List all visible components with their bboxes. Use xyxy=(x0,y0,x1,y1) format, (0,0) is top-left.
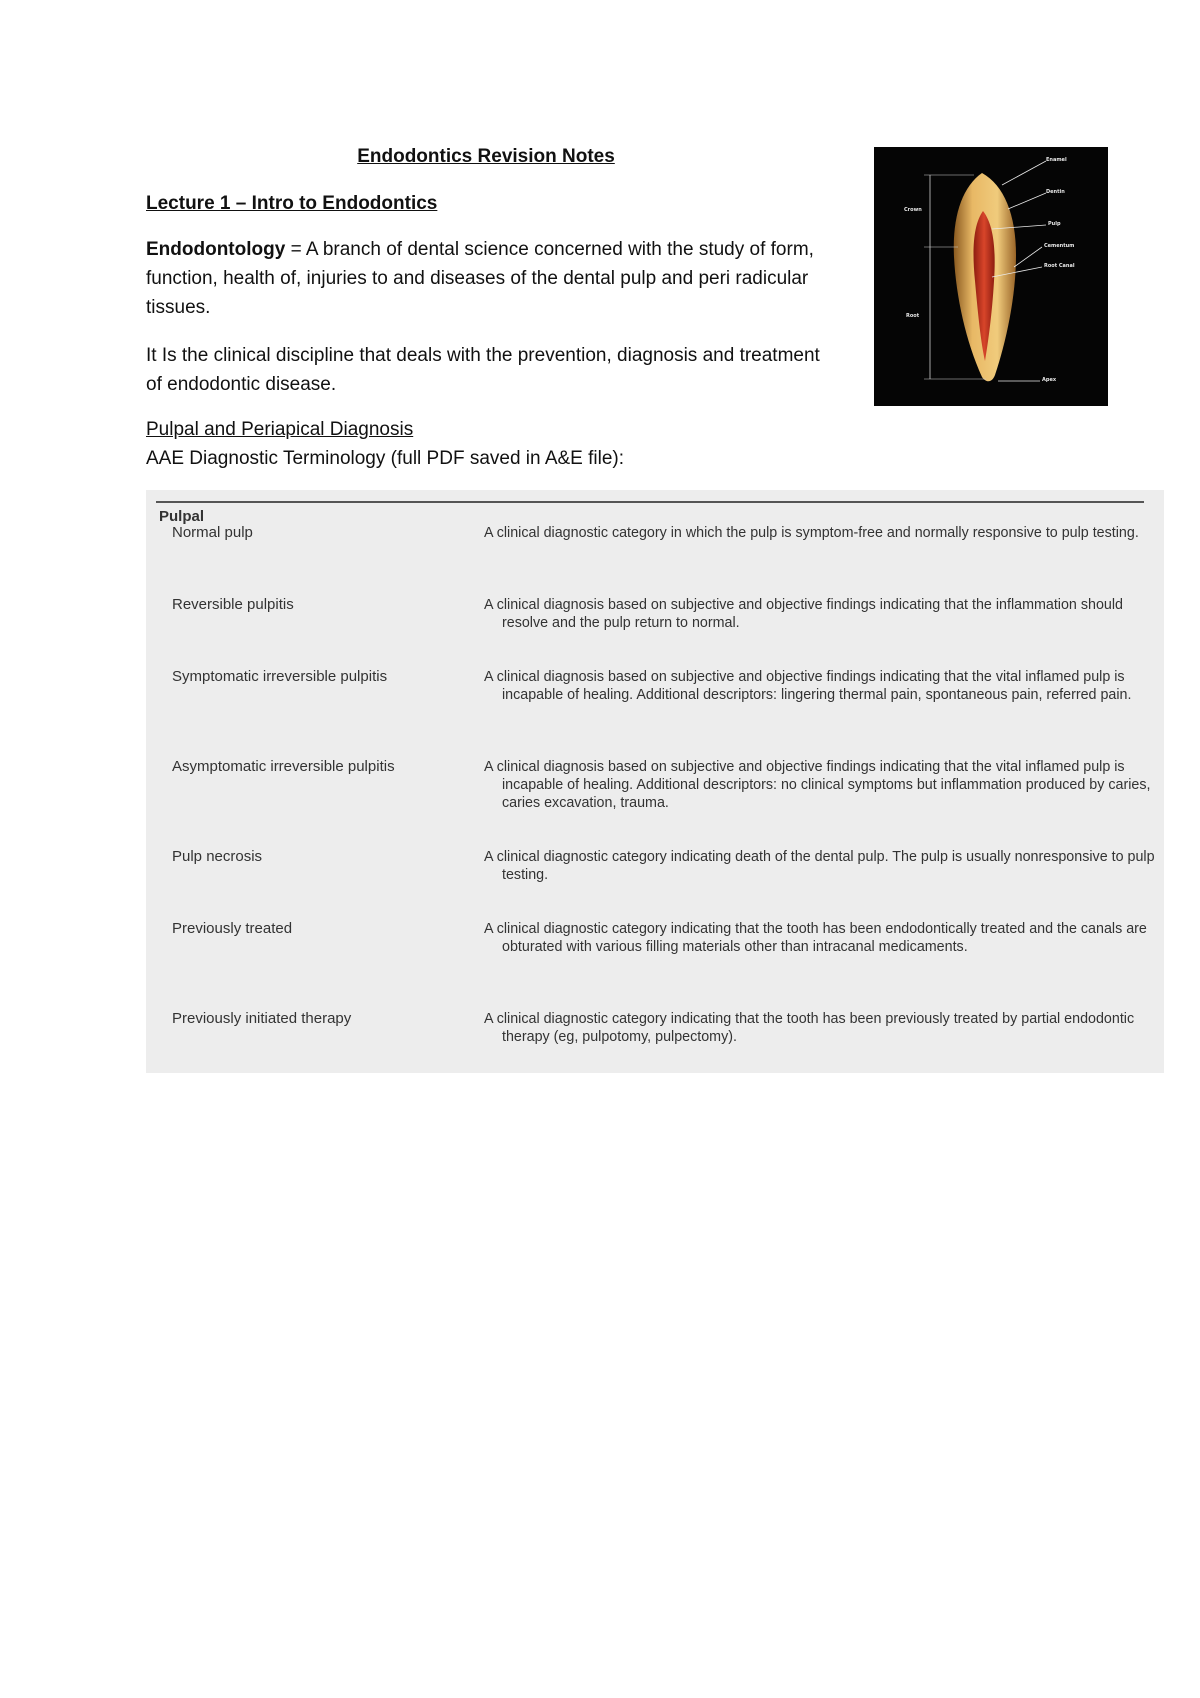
term-definition: A clinical diagnosis based on subjective and objective findings indicating that the inflammation should resolve and the pulp return to normal. xyxy=(484,597,1123,631)
term-definition: A clinical diagnostic category indicating that the tooth has been endodontically treated and the canals are obturated with various filling materials other than intracanal medicaments. xyxy=(484,921,1147,955)
definition-paragraph xyxy=(146,235,836,322)
term-name: Symptomatic irreversible pulpitis xyxy=(172,668,388,685)
term-definition: A clinical diagnostic category indicating death of the dental pulp. The pulp is usually nonresponsive to pulp testing. xyxy=(484,849,1155,883)
term-name: Normal pulp xyxy=(172,524,253,541)
table-top-rule xyxy=(156,501,1144,503)
label-crown: Crown xyxy=(904,207,922,213)
definition-term: Endodontology xyxy=(146,239,286,260)
terminology-scan xyxy=(146,490,1164,1073)
label-cementum: Cementum xyxy=(1044,243,1075,249)
term-definition: A clinical diagnostic category in which the pulp is symptom-free and normally responsive to pulp testing. xyxy=(484,525,1139,541)
label-root: Root xyxy=(906,313,920,319)
term-name: Previously treated xyxy=(172,920,293,937)
tooth-diagram-graphic xyxy=(874,147,1108,406)
term-name: Pulp necrosis xyxy=(172,848,263,865)
label-apex: Apex xyxy=(1042,377,1057,383)
label-enamel: Enamel xyxy=(1046,157,1067,163)
term-definition: A clinical diagnosis based on subjective and objective findings indicating that the vital inflamed pulp is incapable of healing. Additional descriptors: lingering thermal pain, spontaneous pain, referred pain. xyxy=(484,669,1132,703)
term-definition: A clinical diagnosis based on subjective and objective findings indicating that the vital inflamed pulp is incapable of healing. Additional descriptors: no clinical symptoms but inflammation produced by caries, caries excavation, trauma. xyxy=(484,759,1151,811)
discipline-paragraph: It Is the clinical discipline that deals with the prevention, diagnosis and treatment of endodontic disease. xyxy=(146,345,820,395)
terminology-heading: Pulpal xyxy=(159,508,205,525)
lecture-heading: Lecture 1 – Intro to Endodontics xyxy=(146,193,438,214)
definition-text: = A branch of dental science concerned with the study of form, function, health of, injuries to and diseases of the dental pulp and peri radicular tissues. xyxy=(146,239,814,318)
tooth-diagram xyxy=(874,147,1108,406)
term-name: Reversible pulpitis xyxy=(172,596,294,613)
term-name: Previously initiated therapy xyxy=(172,1010,352,1027)
document-title: Endodontics Revision Notes xyxy=(357,146,615,167)
label-dentin: Dentin xyxy=(1046,189,1065,195)
label-root-canal: Root Canal xyxy=(1044,263,1075,269)
term-definition: A clinical diagnostic category indicating that the tooth has been previously treated by partial endodontic therapy (eg, pulpotomy, pulpectomy). xyxy=(484,1011,1135,1045)
term-name: Asymptomatic irreversible pulpitis xyxy=(172,758,395,775)
source-line: AAE Diagnostic Terminology (full PDF saved in A&E file): xyxy=(146,448,625,469)
section-heading: Pulpal and Periapical Diagnosis xyxy=(146,419,414,440)
label-pulp: Pulp xyxy=(1048,221,1061,227)
